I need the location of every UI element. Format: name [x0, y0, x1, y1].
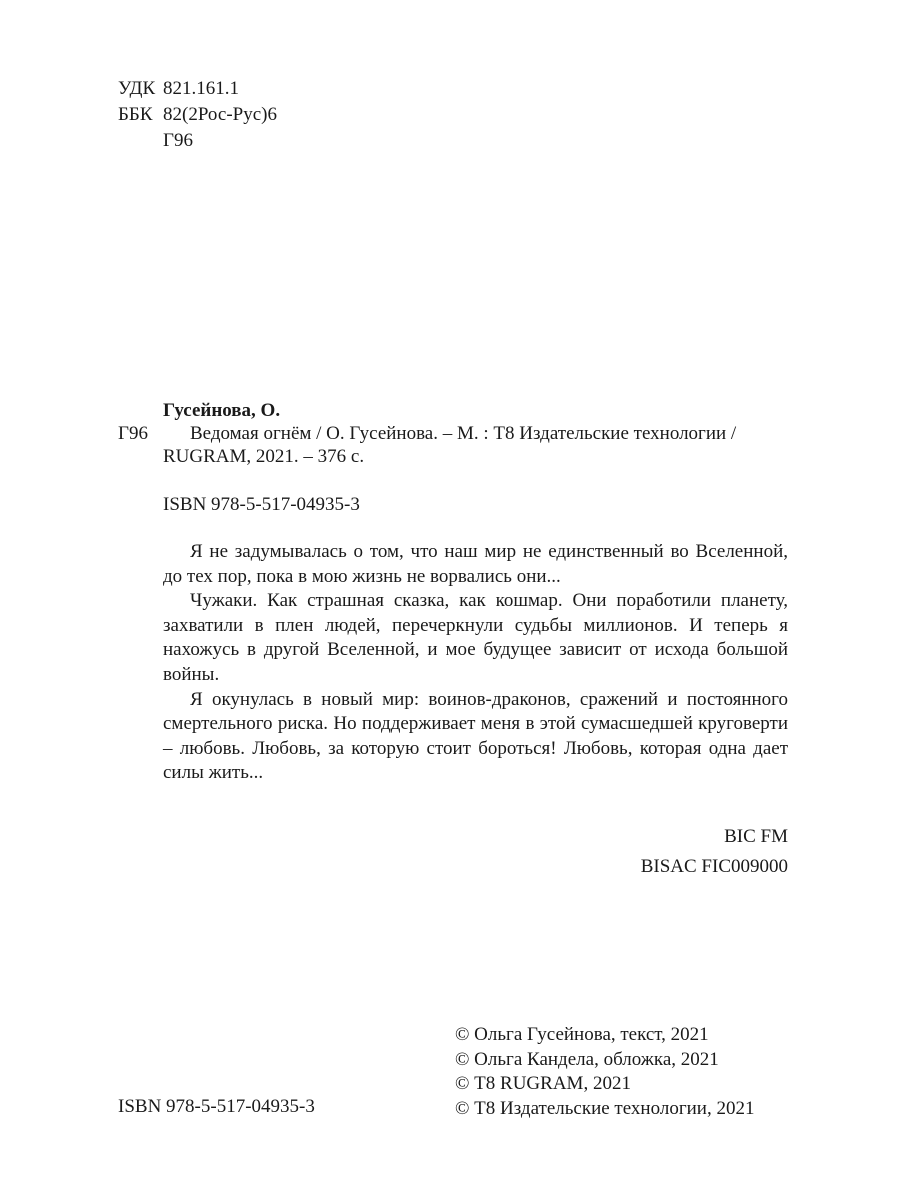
annotation-paragraph: Чужаки. Как страшная сказка, как кошмар. Они поработили планету, захватили в плен людей, перечеркнули судьбы миллионов. И теперь я нахожусь в другой Вселенной, и мое будущее зависит от исхода большой войны.: [163, 590, 788, 685]
bbk-label: ББК: [118, 104, 153, 125]
udk-label: УДК: [118, 78, 156, 99]
bbk-value: 82(2Рос-Рус)6: [163, 104, 277, 125]
copyright-line: © Т8 Издательские технологии, 2021: [455, 1097, 755, 1119]
bisac-code: BISAC FIC009000: [640, 856, 788, 877]
isbn-footer: ISBN 978-5-517-04935-3: [118, 1096, 315, 1117]
author-code: Г96: [163, 130, 193, 151]
title-line-2: RUGRAM, 2021. – 376 с.: [163, 446, 365, 467]
annotation: [163, 540, 788, 786]
udk-value: 821.161.1: [163, 78, 239, 99]
copyright-line: © Т8 RUGRAM, 2021: [455, 1073, 631, 1095]
card-code: Г96: [118, 423, 148, 444]
bic-code: BIC FM: [724, 826, 788, 847]
copyright-line: © Ольга Кандела, обложка, 2021: [455, 1048, 719, 1070]
isbn-main: ISBN 978-5-517-04935-3: [163, 494, 360, 515]
copyright-line: © Ольга Гусейнова, текст, 2021: [455, 1024, 709, 1045]
copyright-block: [455, 1023, 754, 1121]
annotation-paragraph: Я не задумывалась о том, что наш мир не единственный во Вселенной, до тех пор, пока в мою жизнь не ворвались они...: [163, 541, 788, 587]
title-line-1: Ведомая огнём / О. Гусейнова. – М. : Т8 Издательские технологии /: [190, 423, 737, 444]
annotation-paragraph: Я окунулась в новый мир: воинов-драконов, сражений и постоянного смертельного риска. Но поддерживает меня в этой сумасшедшей круговерти – любовь. Любовь, за которую стоит бороться! Любовь, которая одна дает силы жить...: [163, 688, 788, 784]
author-heading: Гусейнова, О.: [163, 400, 281, 421]
